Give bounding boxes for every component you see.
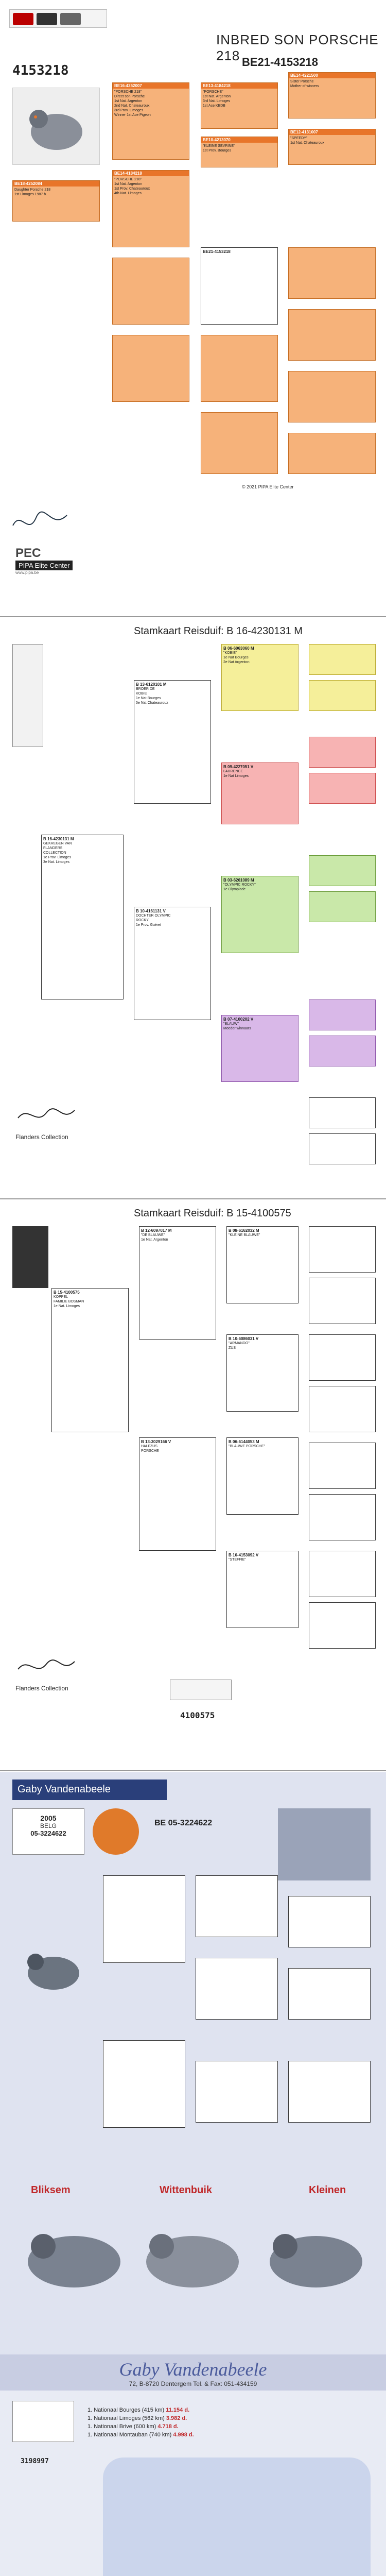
box-line: 1e Nat Limoges xyxy=(223,774,249,778)
box-line: 1st Ace KBDB xyxy=(203,104,225,108)
box-line: 1e Nat. Limoges xyxy=(54,1304,80,1308)
box-ring: BE10-4213070 xyxy=(201,137,277,143)
header-title: Gaby Vandenabeele xyxy=(17,1784,111,1795)
box-ring: B 07-4100202 V xyxy=(223,1017,254,1022)
signature-icon xyxy=(15,1103,77,1128)
pedigree-box xyxy=(288,1896,371,1947)
box-ring: BE14-4221500 xyxy=(289,73,375,78)
pedigree-box xyxy=(12,180,100,222)
box-line: Winner 1st Ace Pigeon xyxy=(114,113,151,117)
box-ring: B 10-4161131 V xyxy=(136,909,166,913)
pedigree-box xyxy=(309,1278,376,1324)
box-ring: BE16-4252007 xyxy=(113,83,189,89)
box-line: KOPPEL xyxy=(54,1295,68,1299)
box-line: BROER DE xyxy=(136,687,155,691)
pigeon-icon xyxy=(12,1937,95,1999)
result-row xyxy=(87,2431,293,2439)
ring-card xyxy=(12,2401,74,2442)
box-line: 2e Nat Argenton xyxy=(223,660,250,664)
stamkaart-title: Stamkaart Reisduif: B 15-4100575 xyxy=(134,1208,291,1219)
pipa-tagline: www.pipa.be xyxy=(15,570,39,575)
pedigree-box xyxy=(196,1875,278,1937)
pipa-logo-icon: PEC xyxy=(15,546,41,560)
pedigree-box xyxy=(309,1334,376,1381)
ring-number: BE21-4153218 xyxy=(242,56,319,69)
person-photo xyxy=(278,1808,371,1880)
section-pedigree-porsche xyxy=(0,0,386,618)
box-ring: B 13-3029166 V xyxy=(141,1439,171,1444)
logo-icon xyxy=(60,13,81,25)
divider xyxy=(0,616,386,617)
result-value: 3.982 d. xyxy=(166,2415,187,2421)
box-line: "PORSCHE 218" xyxy=(114,90,142,94)
box-line: 2nd Nat. Chateauroux xyxy=(114,104,150,108)
pedigree-box xyxy=(226,1437,299,1515)
box-line: HALFZUS xyxy=(141,1445,157,1448)
section-gaby-1 xyxy=(0,1772,386,2354)
ring-stamp xyxy=(170,1680,232,1700)
ring-card xyxy=(12,1808,84,1855)
pedigree-box xyxy=(226,1226,299,1303)
pedigree-box xyxy=(309,1226,376,1273)
box-ring: B 16-4230131 M xyxy=(43,837,74,841)
result-value: 4.718 d. xyxy=(157,2424,179,2430)
box-ring: BE14-4184218 xyxy=(113,171,189,176)
box-line: COLLECTION xyxy=(43,851,66,855)
section-stamkaart-1 xyxy=(0,618,386,1200)
ring-stamp xyxy=(12,644,43,747)
pedigree-box xyxy=(103,2040,185,2128)
pedigree-box xyxy=(309,773,376,804)
ring-badge: 4100575 xyxy=(180,1710,215,1720)
box-line: DOCHTER OLYMPIC xyxy=(136,914,171,918)
box-ring: B 12-6097017 M xyxy=(141,1228,172,1233)
pedigree-box xyxy=(226,1334,299,1412)
address-tel: Tel. & Fax: 051-434159 xyxy=(193,2380,257,2387)
box-line: ZUS xyxy=(229,1346,236,1350)
signature-icon xyxy=(10,505,72,536)
header-title: Gaby Vandenabeele xyxy=(119,2359,267,2380)
box-ring: B 08-6162032 M xyxy=(229,1228,259,1233)
section-stamkaart-2 xyxy=(0,1200,386,1772)
box-line: PORSCHE xyxy=(141,1449,159,1453)
box-line: "OLYMPIC ROCKY" xyxy=(223,883,256,887)
box-line: 3rd Nat. Limoges xyxy=(203,99,231,103)
result-value: 11.154 d. xyxy=(166,2407,190,2413)
box-line: 1e Prov. Limoges xyxy=(43,856,71,859)
ring-year: 2005 xyxy=(40,1814,57,1822)
page-title: INBRED SON PORSCHE 218 xyxy=(216,32,379,63)
pedigree-box xyxy=(309,999,376,1030)
pedigree-box xyxy=(196,2061,278,2123)
pigeon-photo xyxy=(12,1937,95,1999)
pedigree-box xyxy=(309,644,376,675)
logo-icon xyxy=(37,13,57,25)
results-list xyxy=(87,2406,293,2439)
box-line: 3rd Prov. Limoges xyxy=(114,109,144,112)
ring-number: 3198997 xyxy=(21,2458,49,2465)
header-banner xyxy=(12,1780,167,1800)
box-ring: B 13-6120101 M xyxy=(136,682,167,687)
pedigree-box xyxy=(309,737,376,768)
box-line: FLANDERS xyxy=(43,846,63,850)
ring-short: 4153218 xyxy=(12,63,69,78)
pedigree-box xyxy=(139,1226,216,1340)
pedigree-box xyxy=(309,1443,376,1489)
box-line: Direct son Porsche xyxy=(114,95,145,98)
pigeon-icon xyxy=(13,88,100,165)
result-row xyxy=(87,2406,293,2414)
result-value: 4.998 d. xyxy=(173,2432,194,2438)
pedigree-box xyxy=(201,412,278,474)
result-text: 1. Nationaal Bourges (415 km) xyxy=(87,2407,165,2413)
box-line: "BLAUW" xyxy=(223,1022,239,1026)
pedigree-box xyxy=(288,129,376,165)
box-line: 3e Nat. Limoges xyxy=(43,860,69,864)
box-line: GEKREGEN VAN xyxy=(43,842,72,845)
ring-label: 05-3224622 xyxy=(30,1829,66,1837)
box-line: 1st Nat. Argenton xyxy=(114,99,143,103)
box-line: 1e Nat Bourges xyxy=(223,656,249,659)
result-row xyxy=(87,2422,293,2431)
pedigree-box xyxy=(309,1602,376,1649)
box-line: 5e Nat Chateauroux xyxy=(136,701,168,705)
box-line: "ARMANDO" xyxy=(229,1342,250,1345)
box-ring: BE18-4252084 xyxy=(13,181,99,187)
box-ring: B 03-6261089 M xyxy=(223,878,254,883)
pedigree-box-sire xyxy=(41,835,124,999)
ring-country: BELG xyxy=(40,1822,57,1829)
pedigree-box xyxy=(309,855,376,886)
pedigree-box xyxy=(288,1968,371,2020)
box-line: 1e Nat Bourges xyxy=(136,697,161,700)
box-line: "BLAUWE PORSCHE" xyxy=(229,1445,266,1448)
logo-circle xyxy=(93,1808,139,1855)
box-line: Moeder winnaars xyxy=(223,1027,251,1030)
pedigree-box xyxy=(196,1958,278,2020)
box-line: "PORSCHE 218" xyxy=(114,178,142,181)
pedigree-box xyxy=(221,644,299,711)
pigeon-label: Wittenbuik xyxy=(160,2184,213,2196)
logo-icon xyxy=(13,13,33,25)
box-line: 1st Nat. Chateauroux xyxy=(290,141,325,145)
stamkaart-title: Stamkaart Reisduif: B 16-4230131 M xyxy=(134,625,303,637)
box-line: Sister Porsche xyxy=(290,80,314,83)
box-line: "KLEINE SEVRINE" xyxy=(203,144,235,148)
ring-number: BE 05-3224622 xyxy=(154,1819,213,1827)
pedigree-box-sire xyxy=(201,247,278,325)
section-gaby-2 xyxy=(0,2354,386,2576)
box-ring: B 06-6144053 M xyxy=(229,1439,259,1444)
pedigree-box xyxy=(112,258,189,325)
box-ring: BE12-4131007 xyxy=(289,129,375,135)
pedigree-box xyxy=(309,1551,376,1597)
box-line: Mother of winners xyxy=(290,84,319,88)
pedigree-box xyxy=(288,2061,371,2123)
box-line: 1st Limoges 1987 b. xyxy=(14,193,47,196)
header-address xyxy=(0,2380,386,2387)
box-line: 1e Prov. Guéret xyxy=(136,923,161,927)
pedigree-box xyxy=(288,247,376,299)
pedigree-box xyxy=(139,1437,216,1551)
pipa-logo xyxy=(15,546,118,577)
footer-text: Flanders Collection xyxy=(15,1685,68,1692)
footer-text: Flanders Collection xyxy=(15,1133,68,1141)
pedigree-box xyxy=(201,335,278,402)
pedigree-box xyxy=(309,1494,376,1540)
box-line: ROCKY xyxy=(136,919,149,922)
box-ring: B 06-6063060 M xyxy=(223,646,254,651)
box-ring: B 15-4100575 xyxy=(54,1290,80,1295)
box-ring: BE13-4184218 xyxy=(201,83,277,89)
box-line: "SPEEDY" xyxy=(290,137,308,140)
pedigree-box xyxy=(226,1551,299,1628)
pigeon-icon xyxy=(12,2210,373,2303)
result-text: 1. Nationaal Brive (600 km) xyxy=(87,2424,156,2430)
result-row xyxy=(87,2414,293,2422)
result-text: 1. Nationaal Montauban (740 km) xyxy=(87,2432,172,2438)
box-line: 4th Nat. Limoges xyxy=(114,192,142,195)
pedigree-box xyxy=(103,1875,185,1963)
pedigree-box xyxy=(288,72,376,118)
pedigree-box xyxy=(134,907,211,1020)
pedigree-box xyxy=(309,1097,376,1128)
pedigree-box xyxy=(221,762,299,824)
box-line: "PORSCHE" xyxy=(203,90,223,94)
divider xyxy=(0,1198,386,1199)
box-line: "DE BLAUWE" xyxy=(141,1233,165,1237)
pedigree-box xyxy=(221,1015,299,1082)
pigeon-label: Bliksem xyxy=(31,2184,71,2196)
header-banner xyxy=(0,2354,386,2391)
pedigree-box xyxy=(309,1386,376,1432)
pigeon-photo xyxy=(12,88,100,165)
pedigree-box-sire xyxy=(51,1288,129,1432)
box-line: Daughter Porsche 218 xyxy=(14,188,51,192)
box-line: 1e Olympiade xyxy=(223,888,246,891)
box-ring: B 10-6086031 V xyxy=(229,1336,259,1341)
box-line: KOBIE xyxy=(136,692,147,696)
box-line: LAURENCE xyxy=(223,770,243,773)
address-street: 72, B-8720 Dentergem xyxy=(129,2380,192,2387)
background-art xyxy=(103,2458,371,2576)
result-text: 1. Nationaal Limoges (562 km) xyxy=(87,2415,165,2421)
pedigree-box xyxy=(201,137,278,167)
divider xyxy=(0,1770,386,1771)
box-line: 1st Nat. Argenton xyxy=(114,182,143,186)
box-line: FAMILIE BOSMAN xyxy=(54,1300,84,1303)
pedigree-box xyxy=(288,309,376,361)
header-logos xyxy=(9,9,107,28)
box-line: 1st Nat. Argenton xyxy=(203,95,231,98)
pigeon-label: Kleinen xyxy=(309,2184,346,2196)
box-line: "KOBIE" xyxy=(223,651,237,655)
pedigree-box xyxy=(112,170,189,247)
pedigree-box xyxy=(221,876,299,953)
box-line: 1e Nat. Argenton xyxy=(141,1238,168,1242)
pedigree-box xyxy=(134,680,211,804)
box-line: "STEFFIE" xyxy=(229,1558,246,1562)
pedigree-box xyxy=(288,371,376,422)
footer-text: © 2021 PIPA Elite Center xyxy=(242,484,294,489)
box-line: 1st Prov. Chateauroux xyxy=(114,187,150,191)
pipa-name: PIPA Elite Center xyxy=(15,561,73,570)
pigeon-photo xyxy=(12,1226,48,1288)
box-line: "KLEINE BLAUWE" xyxy=(229,1233,260,1237)
pedigree-box xyxy=(309,891,376,922)
pedigree-box xyxy=(309,1133,376,1164)
pedigree-box xyxy=(112,335,189,402)
pedigree-box xyxy=(201,82,278,129)
box-ring: B 10-4153092 V xyxy=(229,1553,259,1557)
pedigree-box xyxy=(309,680,376,711)
signature-icon xyxy=(15,1654,77,1680)
box-line: 1st Prov. Bourges xyxy=(203,149,232,152)
pedigree-box xyxy=(309,1036,376,1066)
pedigree-box xyxy=(112,82,189,160)
pedigree-box xyxy=(288,433,376,474)
box-ring: B 09-4227051 V xyxy=(223,765,254,769)
box-ring: BE21-4153218 xyxy=(203,249,231,254)
